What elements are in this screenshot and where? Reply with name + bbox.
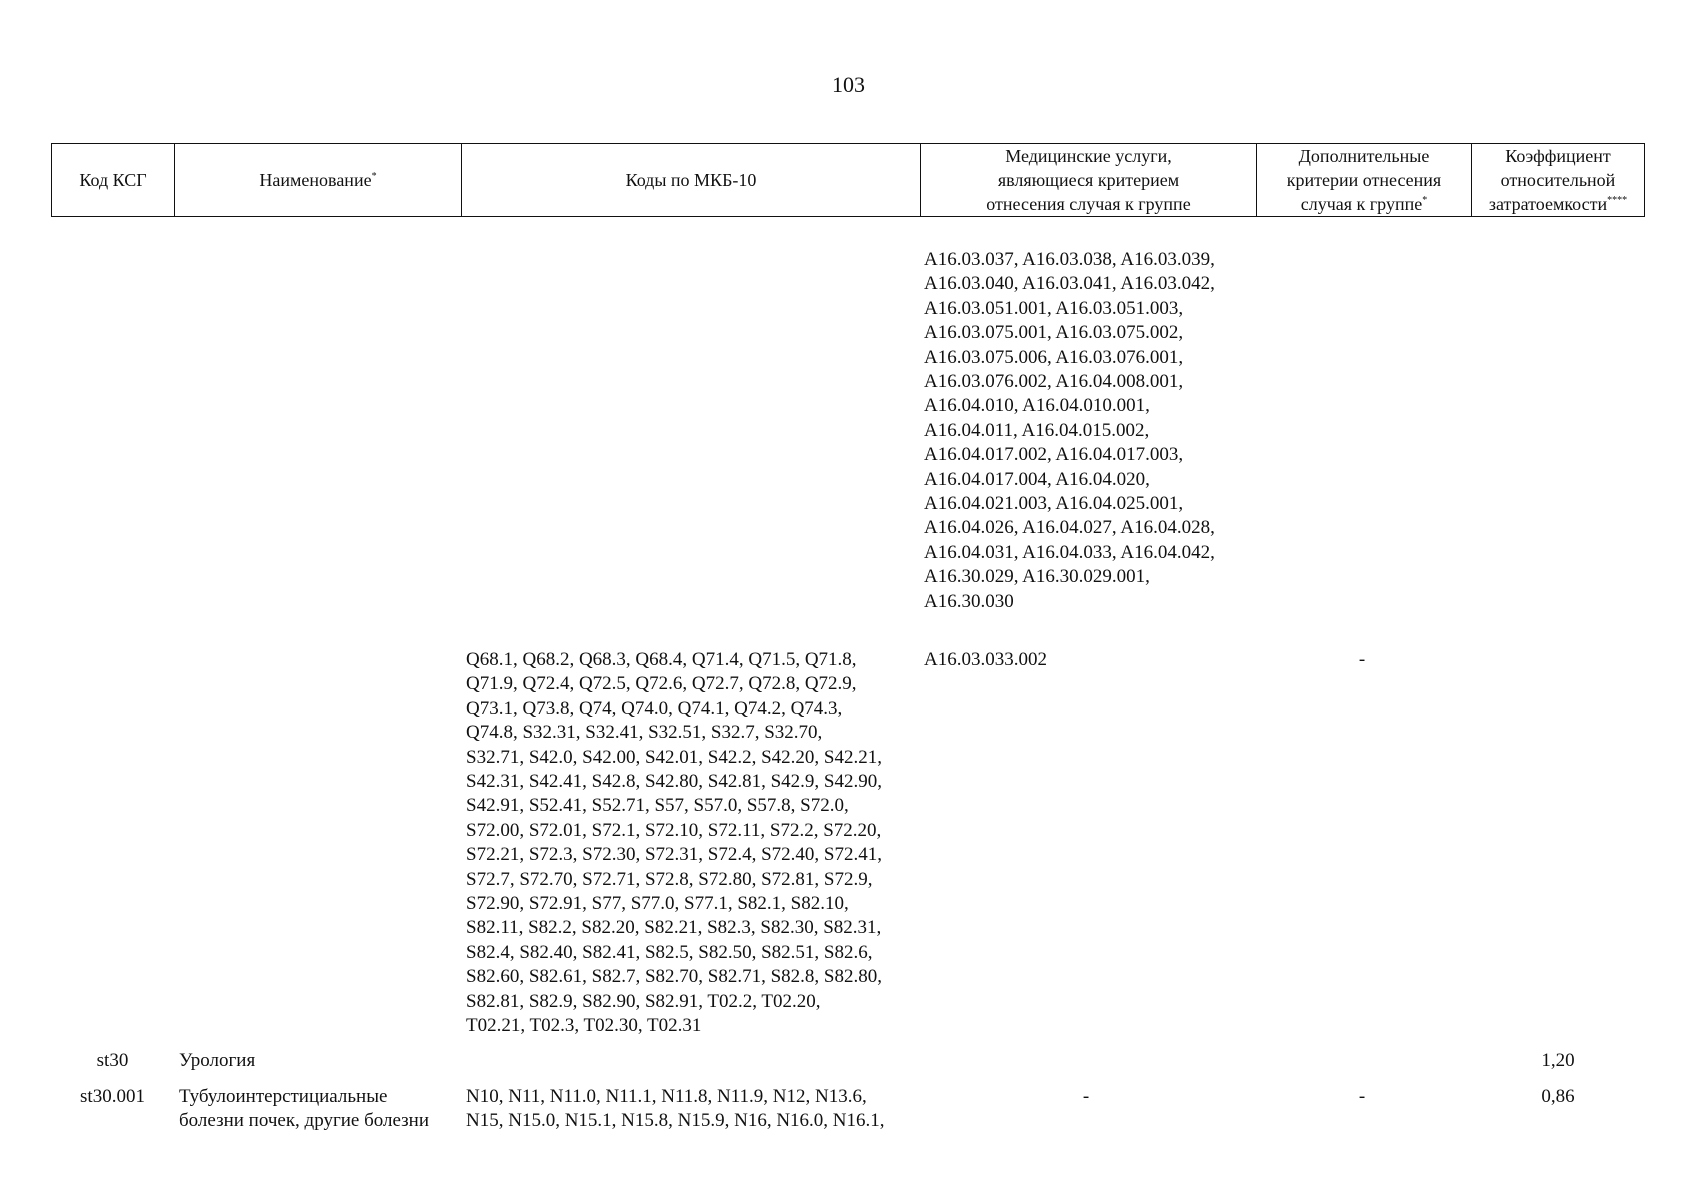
row-coefficient-st30-001: 0,86 [1541, 1086, 1575, 1107]
row-additional-st30-001: - [1358, 1086, 1366, 1107]
table-header [51, 143, 1645, 217]
row-name-st30-001: Тубулоинтерстициальные болезни почек, другие болезни [179, 1086, 430, 1132]
mkb-codes-list: Q68.1, Q68.2, Q68.3, Q68.4, Q71.4, Q71.5, Q71.8, Q71.9, Q72.4, Q72.5, Q72.6, Q72.7, Q72.8, Q72.9, Q73.1, Q73.8, Q74, Q74.0, Q74.1, Q74.2, Q74.3, Q74.8, S32.31, S32.41, S32.51, S32.7, S32.70, S32.71, S42.0, S42.00, S42.01, S42.2, S42.20, S42.21, S42.31, S42.41, S42.8, S42.80, S42.81, S42.9, S42.90, S42.91, S52.41, S52.71, S57, S57.0, S57.8, S72.0, S72.00, S72.01, S72.1, S72.10, S72.11, S72.2, S72.20, S72.21, S72.3, S72.30, S72.31, S72.4, S72.40, S72.41, S72.7, S72.70, S72.71, S72.8, S72.80, S72.81, S72.9, S72.90, S72.91, S77, S77.0, S77.1, S82.1, S82.10, S82.11, S82.2, S82.20, S82.21, S82.3, S82.30, S82.31, S82.4, S82.40, S82.41, S82.5, S82.50, S82.51, S82.6, S82.60, S82.61, S82.7, S82.70, S82.71, S82.8, S82.80, S82.81, S82.9, S82.90, S82.91, T02.2, T02.20, T02.21, T02.3, T02.30, T02.31 [466, 649, 882, 1037]
row-mkb-st30-001: N10, N11, N11.0, N11.1, N11.8, N11.9, N12, N13.6, N15, N15.0, N15.1, N15.8, N15.9, N16, N16.0, N16.1, [466, 1086, 885, 1132]
page-number: 103 [832, 72, 865, 97]
additional-criteria-value: - [1358, 649, 1366, 670]
services-list-continued: A16.03.037, A16.03.038, A16.03.039, A16.03.040, A16.03.041, A16.03.042, A16.03.051.001, A16.03.051.003, A16.03.075.001, A16.03.075.002, A16.03.075.006, A16.03.076.001, A16.03.076.002, A16.04.008.001, A16.04.010, A16.04.010.001, A16.04.011, A16.04.015.002, A16.04.017.002, A16.04.017.003, A16.04.017.004, A16.04.020, A16.04.021.003, A16.04.025.001, A16.04.026, A16.04.027, A16.04.028, A16.04.031, A16.04.033, A16.04.042, A16.30.029, A16.30.029.001, A16.30.030 [924, 249, 1215, 612]
row-name-st30: Урология [179, 1050, 256, 1071]
header-coefficient: Коэффициент относительной затратоемкости**** [1488, 146, 1628, 214]
header-additional-criteria: Дополнительные критерии отнесения случая к группе* [1257, 144, 1472, 216]
row-coefficient-st30: 1,20 [1541, 1050, 1575, 1071]
header-name: Наименование* [175, 144, 462, 216]
row-code-st30-001: st30.001 [80, 1086, 145, 1107]
row-services-st30-001: - [1082, 1086, 1090, 1107]
row-code-st30: st30 [96, 1050, 129, 1071]
services-list: A16.03.033.002 [924, 649, 1047, 670]
header-mkb-codes: Коды по МКБ-10 [462, 144, 921, 216]
header-code-ksg: Код КСГ [52, 144, 175, 216]
header-medical-services: Медицинские услуги, являющиеся критерием отнесения случая к группе [921, 144, 1257, 216]
